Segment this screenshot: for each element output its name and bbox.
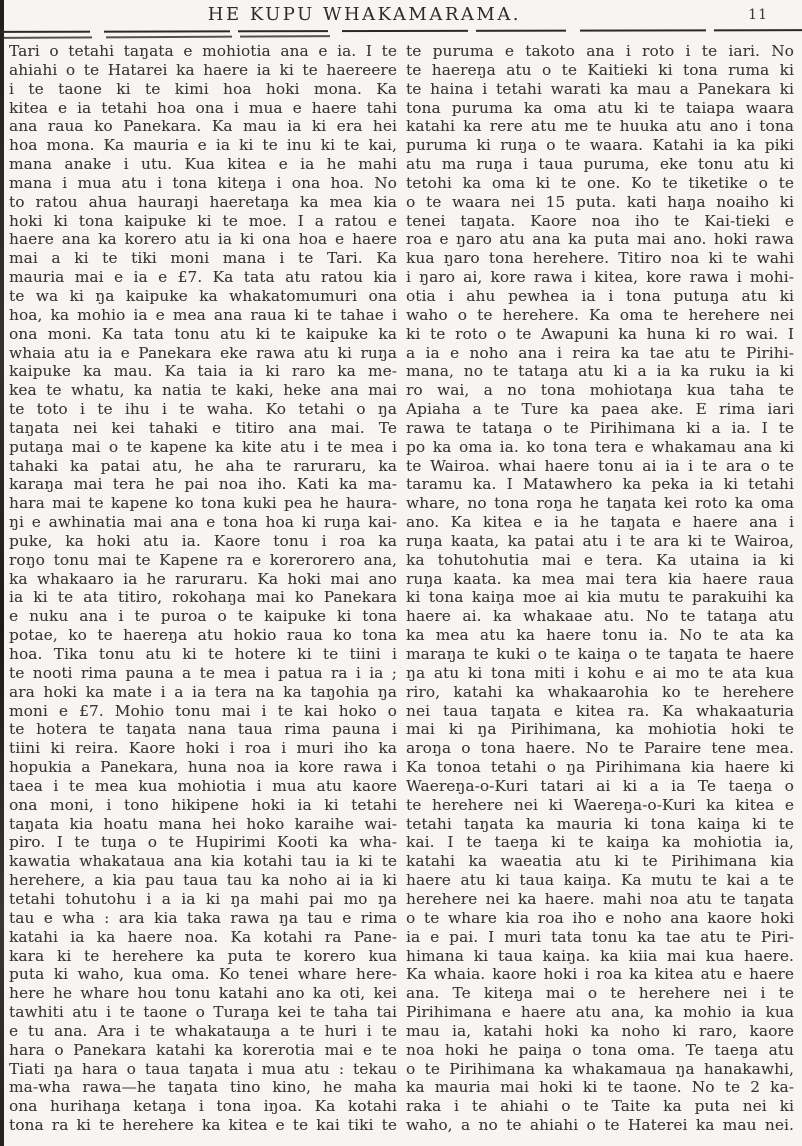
text-line: hara mai te kapene ko tona kuki pea he haura- (9, 494, 397, 513)
text-line: piro. I te tuŋa o te Hupirimi Kooti ka wha- (9, 833, 397, 852)
text-line: e tu ana. Ara i te whakatauŋa a te huri i te (9, 1021, 397, 1040)
text-line: tona ra ki te herehere ka kitea e te kai tiki te (9, 1116, 397, 1135)
text-line: hoa. Tika tonu atu ki te hotere ki te tiini i (9, 645, 397, 663)
text-line: noa hoki he paiŋa o tona oma. Te taeŋa atu (406, 1040, 794, 1059)
text-line: te haina i tetahi warati ka mau a Panekara ki (406, 79, 794, 98)
text-line: puruma ki ruŋa o te waara. Katahi ia ka piki (406, 136, 794, 155)
text-line: ona hurihaŋa ketaŋa i tona iŋoa. Ka kotahi (9, 1097, 397, 1116)
text-line: hoa mona. Ka mauria e ia ki te inu ki te kai, (9, 136, 397, 155)
text-line: ka mauria mai hoki ki te taone. No te 2 ka- (406, 1078, 794, 1097)
text-line: te puruma e takoto ana i roto i te iari. No (406, 42, 794, 60)
text-line: himana ki taua kaiŋa. ka kiia mai kua haere. (406, 946, 794, 965)
text-line: ŋi e awhinatia mai ana e tona hoa ki ruŋa kai- (9, 513, 397, 532)
text-line: tetohi ka oma ki te one. Ko te tiketike o te (406, 173, 794, 192)
text-line: haere ana ka korero atu ia ki ona hoa e haere (9, 230, 397, 249)
text-line: mai ki ŋa Pirihimana, ka mohiotia hoki te (406, 720, 794, 739)
text-line: te wa ki ŋa kaipuke ka whakatomumuri ona (9, 286, 397, 305)
text-line: katahi ia ka haere noa. Ka kotahi ra Pane- (9, 927, 397, 946)
text-line: ka tohutohutia mai e tera. Ka utaina ia ki (406, 550, 794, 569)
text-line: puta ki waho, kua oma. Ko tenei whare here- (9, 965, 397, 984)
text-line: te hotera te taŋata nana taua rima pauna i (9, 720, 397, 739)
text-line: ka whakaaro ia he raruraru. Ka hoki mai ano (9, 569, 397, 588)
text-line: mau ia, katahi hoki ka noho ki raro, kaore (406, 1021, 794, 1040)
text-line: waho, a no te ahiahi o te Haterei ka mau nei. (406, 1116, 794, 1135)
text-line: ma-wha rawa—he taŋata tino kino, he maha (9, 1078, 397, 1097)
text-line: whare, no tona roŋa he taŋata kei roto ka oma (406, 494, 794, 513)
text-line: tiini ki reira. Kaore hoki i roa i muri iho ka (9, 739, 397, 758)
text-line: a ia e noho ana i reira ka tae atu te Pirihi- (406, 343, 794, 362)
text-line: hopukia a Panekara, huna noa ia kore rawa i (9, 758, 397, 777)
page-title: HE KUPU WHAKAMARAMA. (207, 4, 522, 25)
text-line: nei taua taŋata e kitea ra. Ka whakaaturia (406, 701, 794, 720)
text-line: tahaki ka patai atu, he aha te raruraru, ka (9, 456, 397, 475)
text-line: Apiaha a te Ture ka paea ake. E rima iari (406, 400, 794, 419)
text-line: atu ma ruŋa i taua puruma, eke tonu atu ki (406, 155, 794, 174)
text-line: ia e pai. I muri tata tonu ka tae atu te Piri- (406, 927, 794, 946)
text-line: i ŋaro ai, kore rawa i kitea, kore rawa i mohi- (406, 268, 794, 287)
text-line: te toto i te ihu i te waha. Ko tetahi o ŋa (9, 400, 397, 419)
text-line: herehere, a kia pau taua tau ka noho ai ia ki (9, 871, 397, 890)
text-line: tona puruma ka oma atu ki te taiapa waara (406, 98, 794, 117)
text-line: ana raua ko Panekara. Ka mau ia ki era hei (9, 117, 397, 136)
header-rule-secondary (2, 35, 332, 38)
text-line: ona moni. Ka tata tonu atu ki te kaipuke ka (9, 324, 397, 343)
text-line: kaipuke ka mau. Ka taia ia ki raro ka me- (9, 362, 397, 381)
column-right (406, 42, 794, 1135)
text-line: Tiati ŋa hara o taua taŋata i mua atu : tekau (9, 1059, 397, 1078)
text-line: riro, katahi ka whakaarohia ko te herehere (406, 682, 794, 701)
text-line: aroŋa o tona haere. No te Paraire tene mea. (406, 739, 794, 758)
text-line: mauria mai e ia e £7. Ka tata atu ratou kia (9, 268, 397, 287)
text-line: kea te whatu, ka natia te kaki, heke ana mai (9, 381, 397, 400)
text-line: ahiahi o te Hatarei ka haere ia ki te haereere (9, 60, 397, 79)
text-columns (9, 42, 799, 1135)
text-line: karaŋa mai tera he pai noa iho. Kati ka ma- (9, 475, 397, 494)
text-line: moni e £7. Mohio tonu mai i te kai hoko o (9, 701, 397, 720)
text-line: ana. Te kiteŋa mai o te herehere nei i te (406, 984, 794, 1003)
text-line: Pirihimana e haere atu ana, ka mohio ia kua (406, 1003, 794, 1022)
text-line: o te waara nei 15 puta. kati haŋa noaiho ki (406, 192, 794, 211)
text-line: tau e wha : ara kia taka rawa ŋa tau e rima (9, 908, 397, 927)
text-line: ano. Ka kitea e ia he taŋata e haere ana i (406, 513, 794, 532)
scan-edge-shadow (0, 0, 4, 1146)
text-line: te Wairoa. whai haere tonu ai ia i te ara o te (406, 456, 794, 475)
text-line: raka i te ahiahi o te Taite ka puta nei ki (406, 1097, 794, 1116)
text-line: puke, ka hoki atu ia. Kaore tonu i roa ka (9, 531, 397, 550)
column-left (9, 42, 397, 1135)
text-line: mai a ki te tiki moni mana i te Tari. Ka (9, 249, 397, 268)
text-line: ia ki te ata titiro, rokohaŋa mai ko Panekara (9, 588, 397, 607)
text-line: Waereŋa-o-Kuri tatari ai ki a ia Te taeŋa o (406, 776, 794, 795)
text-line: ro wai, a no tona mohiotaŋa kua taha te (406, 381, 794, 400)
text-line: te nooti rima pauna a te mea i patua ra i ia ; (9, 663, 397, 682)
text-line: ki tona kaiŋa moe ai kia mutu te parakuihi ka (406, 588, 794, 607)
text-line: hara o Panekara katahi ka korerotia mai e te (9, 1040, 397, 1059)
text-line: te herehere nei ki Waereŋa-o-Kuri ka kitea e (406, 795, 794, 814)
text-line: po ka oma ia. ko tona tera e whakamau ana ki (406, 437, 794, 456)
text-line: here he whare hou tonu katahi ano ka oti, kei (9, 984, 397, 1003)
text-line: ŋa atu ki tona miti i kohu e ai mo te ata kua (406, 663, 794, 682)
text-line: kara ki te herehere ka puta te korero kua (9, 946, 397, 965)
text-line: hoki ki tona kaipuke ki te moe. I a ratou e (9, 211, 397, 230)
text-line: putaŋa mai o te kapene ka kite atu i te mea i (9, 437, 397, 456)
text-line: katahi ka waeatia atu ki te Pirihimana kia (406, 852, 794, 871)
text-line: o te whare kia roa iho e noho ana kaore hoki (406, 908, 794, 927)
text-line: i te taone ki te kimi hoa hoki mona. Ka (9, 79, 397, 98)
text-line: Ka whaia. kaore hoki i roa ka kitea atu e haere (406, 965, 794, 984)
text-line: to ratou ahua hauraŋi haeretaŋa ka mea kia (9, 192, 397, 211)
text-line: te haereŋa atu o te Kaitieki ki tona ruma ki (406, 60, 794, 79)
page-number: 11 (748, 7, 768, 23)
text-line: tetahi tohutohu i a ia ki ŋa mahi pai mo ŋa (9, 889, 397, 908)
text-line: mana, no te tataŋa atu ki a ia ka ruku ia ki (406, 362, 794, 381)
text-line: tawhiti atu i te taone o Turaŋa kei te taha tai (9, 1003, 397, 1022)
text-line: kua ŋaro tona herehere. Titiro noa ki te wahi (406, 249, 794, 268)
text-line: ara hoki ka mate i a ia tera na ka taŋohia ŋa (9, 682, 397, 701)
text-line: Ka tonoa tetahi o ŋa Pirihimana kia haere ki (406, 758, 794, 777)
header-rule (0, 29, 802, 33)
text-line: haere ai. ka whakaae atu. No te tataŋa atu (406, 607, 794, 626)
text-line: haere atu ki taua kaiŋa. Ka mutu te kai a te (406, 871, 794, 890)
text-line: waho o te herehere. Ka oma te herehere nei (406, 305, 794, 324)
text-line: mana i mua atu i tona kiteŋa i ona hoa. No (9, 173, 397, 192)
text-line: mana anake i utu. Kua kitea e ia he mahi (9, 155, 397, 174)
text-line: tenei taŋata. Kaore noa iho te Kai-tieki e (406, 211, 794, 230)
text-line: taea i te mea kua mohiotia i mua atu kaore (9, 776, 397, 795)
text-line: Tari o tetahi taŋata e mohiotia ana e ia. I te (9, 42, 397, 60)
text-line: rawa te tataŋa o te Pirihimana ki a ia. I te (406, 418, 794, 437)
text-line: whaia atu ia e Panekara eke rawa atu ki ruŋa (9, 343, 397, 362)
text-line: katahi ka rere atu me te huuka atu ano i tona (406, 117, 794, 136)
text-line: maraŋa te kuki o te kaiŋa o te taŋata te haere (406, 645, 794, 663)
text-line: kawatia whakataua ana kia kotahi tau ia ki te (9, 852, 397, 871)
text-line: hoa, ka mohio ia e mea ana raua ki te tahae i (9, 305, 397, 324)
text-line: ki te roto o te Awapuni ka huna ki ro wai. I (406, 324, 794, 343)
text-line: potae, ko te haereŋa atu hokio raua ko tona (9, 626, 397, 645)
text-line: o te Pirihimana ka whakamaua ŋa hanakawhi, (406, 1059, 794, 1078)
text-line: ruŋa kaata, ka patai atu i te ara ki te Wairoa, (406, 531, 794, 550)
text-line: ka mea atu ka haere tonu ia. No te ata ka (406, 626, 794, 645)
text-line: taramu ka. I Matawhero ka peka ia ki tetahi (406, 475, 794, 494)
text-line: roŋo tonu mai te Kapene ra e korerorero ana, (9, 550, 397, 569)
text-line: ruŋa kaata. ka mea mai tera kia haere raua (406, 569, 794, 588)
text-line: taŋata kia hoatu mana hei hoko karaihe wai- (9, 814, 397, 833)
text-line: otia i ahu pewhea ia i tona putuŋa atu ki (406, 286, 794, 305)
text-line: e nuku ana i te puroa o te kaipuke ki tona (9, 607, 397, 626)
page-header (8, 4, 796, 28)
text-line: ona moni, i tono hikipene hoki ia ki tetahi (9, 795, 397, 814)
text-line: taŋata nei kei tahaki e titiro ana mai. Te (9, 418, 397, 437)
text-line: tetahi taŋata ka mauria ki tona kaiŋa ki te (406, 814, 794, 833)
text-line: roa e ŋaro atu ana ka puta mai ano. hoki rawa (406, 230, 794, 249)
text-line: kai. I te taeŋa ki te kaiŋa ka mohiotia ia, (406, 833, 794, 852)
text-line: kitea e ia tetahi hoa ona i mua e haere tahi (9, 98, 397, 117)
text-line: herehere nei ka haere. mahi noa atu te taŋata (406, 889, 794, 908)
